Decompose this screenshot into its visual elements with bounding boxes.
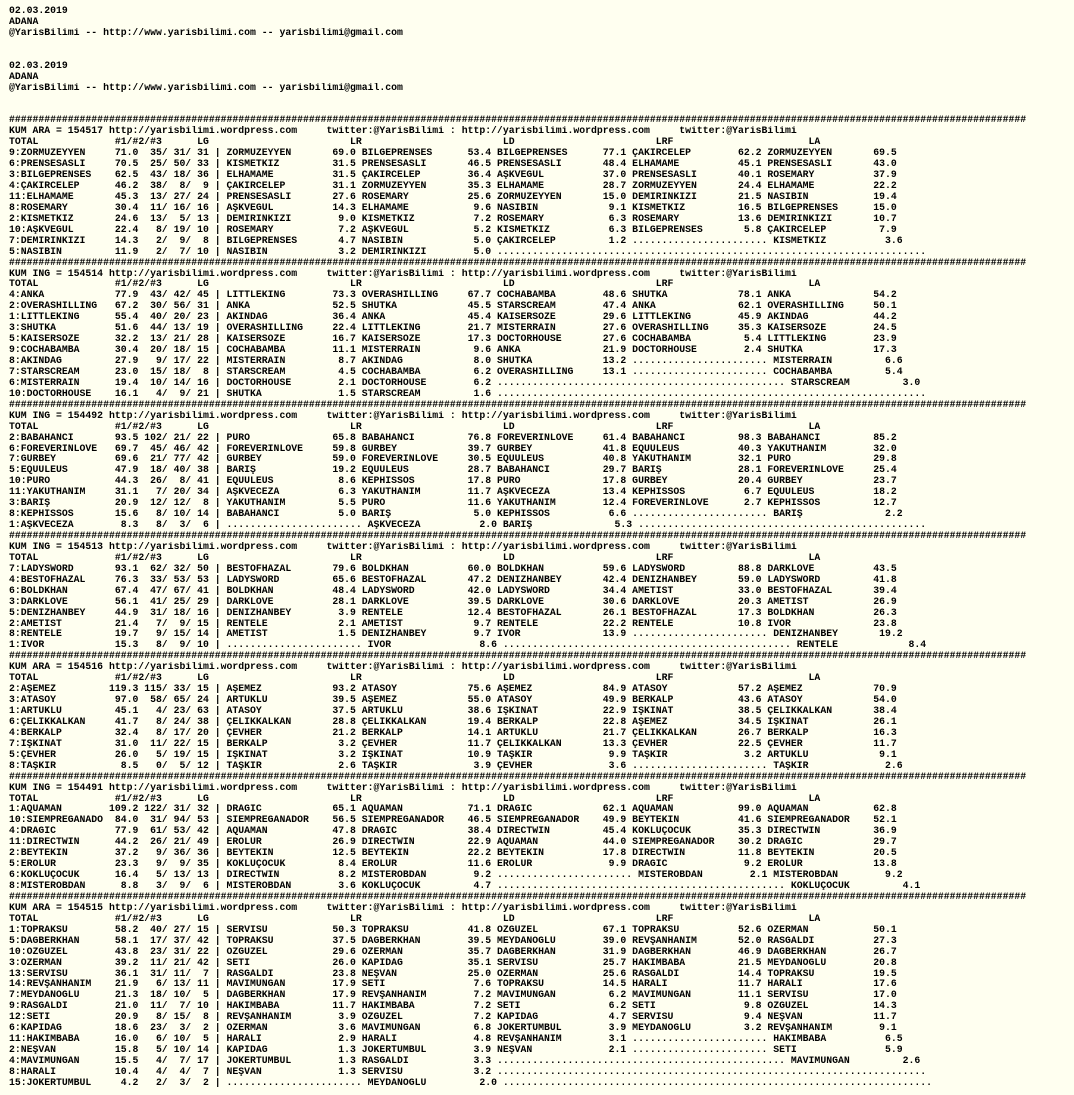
text-line: 8:MISTEROBDAN 8.8 3/ 9/ 6 | MISTEROBDAN 3.6 KOKLUÇOCUK 4.7 ................................................. KOKLUÇOCUK 4.1: [9, 881, 921, 891]
text-line: [9, 39, 1074, 50]
text-line: 9:RASGALDİ 21.0 11/ 7/ 10 | HAKİMBABA 11.7 HAKİMBABA 7.2 SETİ 6.2 SETİ 9.8 ÖZGÜZEL 14.3: [9, 1001, 897, 1012]
text-line: ADANA: [9, 71, 39, 82]
text-line: 5:KAISERSOZE 32.2 13/ 21/ 28 | KAISERSOZE 16.7 KAISERSOZE 17.3 DOCTORHOUSE 27.6 COCHABAMBA 5.4 LITTLEKING 23.9: [9, 334, 897, 345]
text-line: 4:DRAGIC 77.9 61/ 53/ 42 | AQUAMAN 47.8 DRAGIC 38.4 DIRECTWIN 45.4 KOKLUÇOCUK 35.3 DIRECTWIN 36.9: [9, 826, 897, 837]
text-line: 6:BOLDKHAN 67.4 47/ 67/ 41 | BOLDKHAN 48.4 LADYSWORD 42.0 LADYSWORD 34.4 AMETİST 33.0 BESTOFHAZAL 39.4: [9, 585, 897, 596]
text-line: 2:KISMETKIZ 24.6 13/ 5/ 13 | DEMİRİNKIZI 9.0 KISMETKIZ 7.2 ROSEMARY 6.3 ROSEMARY 13.6 DEMİRİNKIZI 10.7: [9, 213, 897, 224]
text-line: 5:ÇEVHER 26.0 5/ 19/ 15 | IŞKINAT 3.2 IŞKINAT 10.9 TAŞKIR 9.9 TAŞKIR 3.2 ARTUKLU 9.1: [9, 749, 897, 760]
text-line: KUM ARA = 154517 http://yarisbilimi.wordpress.com twitter:@YarisBilimi : http://yarisbilimi.wordpress.com twitter:@YarisBilimi: [9, 126, 797, 137]
text-line: 7:LADYSWORD 93.1 62/ 32/ 50 | BESTOFHAZAL 79.6 BOLDKHAN 60.0 BOLDKHAN 59.6 LADYSWORD 88.8 DARKLOVE 43.5: [9, 563, 897, 574]
text-line: 9:COCHABAMBA 30.4 20/ 18/ 15 | COCHABAMBA 11.1 MISTERRAIN 9.6 ANKA 21.9 DOCTORHOUSE 2.4 SHUTKA 17.3: [9, 345, 897, 356]
text-line: 4:BESTOFHAZAL 76.3 33/ 53/ 53 | LADYSWORD 65.6 BESTOFHAZAL 47.2 DENİZHANBEY 42.4 DENİZHANBEY 59.0 LADYSWORD 41.8: [9, 574, 897, 585]
text-line: TOTAL #1/#2/#3 LG LR LD LRF LA: [9, 913, 821, 924]
text-line: 1:ARTUKLU 45.1 4/ 23/ 63 | ATASOY 37.5 ARTUKLU 38.6 IŞKINAT 22.9 IŞKINAT 38.5 ÇELİKKALKAN 38.4: [9, 706, 897, 716]
text-line: 11:YAKUTHANIM 31.1 7/ 20/ 34 | AŞKVECEZA 6.3 YAKUTHANIM 11.7 AŞKVECEZA 13.4 KEPHISSOS 6.7 EQUULEUS 18.2: [9, 487, 897, 498]
text-line: 2:AMETİST 21.4 7/ 9/ 15 | RENTELE 2.1 AMETİST 9.7 RENTELE 22.2 RENTELE 10.8 IVOR 23.8: [9, 618, 897, 629]
separator-line: #############################################################################################################################################################################: [9, 399, 1027, 410]
text-line: 5:DAĞBERKHAN 58.1 17/ 37/ 42 | TOPRAKSU 37.5 DAĞBERKHAN 39.5 MEYDANOĞLU 39.0 REVŞANHANIM 52.0 RASGALDİ 27.3: [9, 935, 897, 946]
text-line: 2:BABAHANCI 93.5 102/ 21/ 22 | PURO 65.8 BABAHANCI 76.8 FOREVERINLOVE 61.4 BABAHANCI 98.3 BABAHANCI 85.2: [9, 432, 897, 443]
text-line: 9:ZORMÜZEYYEN 71.0 35/ 31/ 31 | ZORMÜZEYYEN 69.0 BİLGEPRENSES 53.4 BİLGEPRENSES 77.1 ÇAKIRCELEP 62.2 ZORMÜZEYYEN 69.5: [9, 148, 897, 159]
text-line: 7:GURBEY 69.6 21/ 77/ 42 | GURBEY 59.0 FOREVERINLOVE 30.5 EQUULEUS 40.8 YAKUTHANIM 32.1 PURO 29.8: [9, 454, 897, 465]
text-line: 8:HARALI 10.4 4/ 4/ 7 | NEŞVAN 1.3 SERVİSU 3.2 .........................................................................: [9, 1066, 927, 1077]
text-line: 4:BERKALP 32.4 8/ 17/ 20 | ÇEVHER 21.2 BERKALP 14.1 ARTUKLU 21.7 ÇELİKKALKAN 26.7 BERKALP 16.3: [9, 727, 897, 738]
text-line: [9, 104, 1074, 115]
text-line: 3:ATASOY 97.0 58/ 65/ 24 | ARTUKLU 39.5 AŞEMEZ 55.0 ATASOY 49.9 BERKALP 43.6 ATASOY 54.0: [9, 695, 897, 706]
text-line: KUM ARA = 154515 http://yarisbilimi.wordpress.com twitter:@YarisBilimi : http://yarisbilimi.wordpress.com twitter:@YarisBilimi: [9, 902, 797, 913]
text-line: 11:HAKİMBABA 16.0 6/ 10/ 5 | HARALI 2.9 HARALI 4.8 REVŞANHANIM 3.1 ....................... HAKİMBABA 6.5: [9, 1034, 903, 1045]
text-line: 5:EQUULEUS 47.9 18/ 40/ 38 | BARIŞ 19.2 EQUULEUS 28.7 BABAHANCI 29.7 BARIŞ 28.1 FOREVERINLOVE 25.4: [9, 465, 897, 476]
text-line: 6:MISTERRAIN 19.4 10/ 14/ 16 | DOCTORHOUSE 2.1 DOCTORHOUSE 6.2 ................................................. STARSCREAM 3.0: [9, 377, 921, 388]
text-line: 10:PURO 44.3 26/ 8/ 41 | EQUULEUS 8.6 KEPHISSOS 17.8 PURO 17.8 GURBEY 20.4 GURBEY 23.7: [9, 476, 897, 487]
text-line: [9, 50, 1074, 61]
separator-line: #############################################################################################################################################################################: [9, 115, 1027, 126]
text-line: 4:ÇAKIRCELEP 46.2 38/ 8/ 9 | ÇAKIRCELEP 31.1 ZORMÜZEYYEN 35.3 ELHAMAME 28.7 ZORMÜZEYYEN 24.4 ELHAMAME 22.2: [9, 181, 897, 191]
text-line: 7:DEMİRİNKIZI 14.3 2/ 9/ 8 | BİLGEPRENSES 4.7 NASİBİN 5.0 ÇAKIRCELEP 1.2 ....................... KISMETKIZ 3.6: [9, 235, 903, 246]
text-line: 11:DIRECTWIN 44.2 26/ 21/ 49 | EROLUR 26.9 DIRECTWIN 22.9 AQUAMAN 44.0 SIEMPREGANADOR 30.2 DRAGIC 29.7: [9, 837, 897, 848]
text-line: 1:TOPRAKSU 58.2 40/ 27/ 15 | SERVİSU 50.3 TOPRAKSU 41.8 ÖZGÜZEL 67.1 TOPRAKSU 52.6 ÖZERMAN 50.1: [9, 924, 897, 935]
text-line: 15:JOKERTUMBUL 4.2 2/ 3/ 2 | ....................... MEYDANOĞLU 2.0 .........................................................................: [9, 1077, 933, 1088]
text-line: KUM İNG = 154492 http://yarisbilimi.wordpress.com twitter:@YarisBilimi : http://yarisbilimi.wordpress.com twitter:@YarisBilimi: [9, 410, 797, 421]
text-line: 8:KEPHISSOS 15.6 8/ 10/ 14 | BABAHANCI 5.0 BARIŞ 5.0 KEPHISSOS 6.6 ....................... BARIŞ 2.2: [9, 509, 903, 520]
text-line: 6:KOKLUÇOCUK 16.4 5/ 13/ 13 | DIRECTWIN 8.2 MISTEROBDAN 9.2 ....................... MISTEROBDAN 2.1 MISTEROBDAN 9.2: [9, 870, 903, 881]
text-line: KUM İNG = 154491 http://yarisbilimi.wordpress.com twitter:@YarisBilimi : http://yarisbilimi.wordpress.com twitter:@YarisBilimi: [9, 782, 797, 793]
text-line: TOTAL #1/#2/#3 LG LR LD LRF LA: [9, 673, 821, 684]
text-line: 11:ELHAMAME 45.3 13/ 27/ 24 | PRENSESASLI 27.6 ROSEMARY 25.6 ZORMÜZEYYEN 15.0 DEMİRİNKIZI 21.5 NASİBİN 19.4: [9, 191, 897, 202]
text-line: 7:MEYDANOĞLU 21.3 18/ 10/ 5 | DAĞBERKHAN 17.9 REVŞANHANIM 7.2 MAVİMUNGAN 6.2 MAVİMUNGAN 11.1 SERVİSU 17.0: [9, 990, 897, 1001]
text-line: 2:OVERASHILLING 67.2 30/ 56/ 31 | ANKA 52.5 SHUTKA 45.5 STARSCREAM 47.4 ANKA 62.1 OVERASHILLING 50.1: [9, 301, 897, 312]
text-line: 1:LITTLEKING 55.4 40/ 20/ 23 | AKINDAĞ 36.4 ANKA 45.4 KAISERSOZE 29.6 LITTLEKING 45.9 AKINDAĞ 44.2: [9, 312, 897, 323]
text-line: 6:PRENSESASLI 70.5 25/ 50/ 33 | KISMETKIZ 31.5 PRENSESASLI 46.5 PRENSESASLI 48.4 ELHAMAME 45.1 PRENSESASLI 43.0: [9, 159, 897, 170]
text-line: 3:ÖZERMAN 39.2 11/ 21/ 42 | SETİ 26.0 KAPIDAĞ 35.1 SERVİSU 25.7 HAKİMBABA 21.5 MEYDANOĞLU 20.8: [9, 957, 897, 968]
text-line: 3:DARKLOVE 56.1 41/ 25/ 29 | DARKLOVE 28.1 DARKLOVE 39.5 DARKLOVE 30.6 DARKLOVE 20.3 AMETİST 26.9: [9, 596, 897, 607]
text-line: 4:ANKA 77.9 43/ 42/ 45 | LITTLEKING 73.3 OVERASHILLING 67.7 COCHABAMBA 48.6 SHUTKA 78.1 ANKA 54.2: [9, 290, 897, 301]
text-line: @YarisBilimi -- http://www.yarisbilimi.com -- yarisbilimi@gmail.com: [9, 82, 403, 93]
text-line: 6:ÇELİKKALKAN 41.7 8/ 24/ 38 | ÇELİKKALKAN 28.8 ÇELİKKALKAN 19.4 BERKALP 22.8 AŞEMEZ 34.5 IŞKINAT 26.1: [9, 716, 897, 727]
text-line: 10:SIEMPREGANADO 84.0 31/ 94/ 53 | SIEMPREGANADOR 56.5 SIEMPREGANADOR 46.5 SIEMPREGANADOR 49.9 BEYTEKİN 41.6 SIEMPREGANADOR 52.1: [9, 815, 897, 826]
text-line: TOTAL #1/#2/#3 LG LR LD LRF LA: [9, 793, 821, 804]
text-line: 3:SHUTKA 51.6 44/ 13/ 19 | OVERASHILLING 22.4 LITTLEKING 21.7 MISTERRAIN 27.6 OVERASHILLING 35.3 KAISERSOZE 24.5: [9, 323, 897, 334]
text-line: 02.03.2019: [9, 60, 68, 71]
text-line: 8:TAŞKIR 8.5 0/ 5/ 12 | TAŞKIR 2.6 TAŞKIR 3.9 ÇEVHER 3.6 ....................... TAŞKIR 2.6: [9, 760, 903, 771]
text-line: 5:NASİBİN 11.9 2/ 7/ 10 | NASİBİN 3.2 DEMİRİNKIZI 5.0 .........................................................................: [9, 246, 927, 257]
text-line: 2:AŞEMEZ 119.3 115/ 33/ 15 | AŞEMEZ 93.2 ATASOY 75.6 AŞEMEZ 84.9 ATASOY 57.2 AŞEMEZ 70.9: [9, 684, 897, 695]
text-line: 10:ÖZGÜZEL 43.8 23/ 31/ 22 | ÖZGÜZEL 29.6 ÖZERMAN 35.7 DAĞBERKHAN 31.9 DAĞBERKHAN 46.9 DAĞBERKHAN 26.7: [9, 946, 897, 957]
text-line: TOTAL #1/#2/#3 LG LR LD LRF LA: [9, 552, 821, 563]
separator-line: #############################################################################################################################################################################: [9, 891, 1027, 902]
text-line: 1:IVOR 15.3 8/ 9/ 10 | ....................... IVOR 8.6 ................................................. RENTELE 8.4: [9, 640, 927, 651]
text-line: 8:AKINDAĞ 27.9 9/ 17/ 22 | MISTERRAIN 8.7 AKINDAĞ 8.0 SHUTKA 13.2 ....................... MISTERRAIN 6.6: [9, 356, 903, 366]
text-line: 8:ROSEMARY 30.4 11/ 16/ 16 | AŞKVEGÜL 14.3 ELHAMAME 9.6 NASİBİN 9.1 KISMETKIZ 16.5 BİLGEPRENSES 15.0: [9, 202, 897, 213]
text-line: ADANA: [9, 16, 39, 27]
separator-line: #############################################################################################################################################################################: [9, 257, 1027, 268]
text-line: KUM İNG = 154514 http://yarisbilimi.wordpress.com twitter:@YarisBilimi : http://yarisbilimi.wordpress.com twitter:@YarisBilimi: [9, 268, 797, 279]
text-line: KUM ARA = 154516 http://yarisbilimi.wordpress.com twitter:@YarisBilimi : http://yarisbilimi.wordpress.com twitter:@YarisBilimi: [9, 662, 797, 673]
text-line: 3:BARIŞ 20.9 12/ 12/ 8 | YAKUTHANIM 5.5 PURO 11.6 YAKUTHANIM 12.4 FOREVERINLOVE 2.7 KEPHISSOS 12.7: [9, 498, 897, 509]
text-line: TOTAL #1/#2/#3 LG LR LD LRF LA: [9, 137, 821, 148]
text-line: 10:AŞKVEGÜL 22.4 8/ 19/ 10 | ROSEMARY 7.2 AŞKVEGÜL 5.2 KISMETKIZ 6.3 BİLGEPRENSES 5.8 ÇAKIRCELEP 7.9: [9, 224, 897, 235]
separator-line: #############################################################################################################################################################################: [9, 771, 1027, 782]
text-line: 4:MAVİMUNGAN 15.5 4/ 7/ 17 | JOKERTUMBUL 1.3 RASGALDİ 3.3 ................................................. MAVİMUNGAN 2.6: [9, 1056, 921, 1066]
text-line: 6:FOREVERINLOVE 69.7 45/ 46/ 42 | FOREVERINLOVE 59.8 GURBEY 39.7 GURBEY 41.8 EQUULEUS 40.3 YAKUTHANIM 32.0: [9, 443, 897, 454]
text-line: 2:NEŞVAN 15.8 5/ 10/ 14 | KAPIDAĞ 1.3 JOKERTUMBUL 3.9 NEŞVAN 2.1 ....................... SETİ 5.9: [9, 1045, 903, 1056]
text-line: 5:DENİZHANBEY 44.9 31/ 18/ 16 | DENİZHANBEY 3.9 RENTELE 12.4 BESTOFHAZAL 26.1 BESTOFHAZAL 17.3 BOLDKHAN 26.3: [9, 607, 897, 618]
text-line: @YarisBilimi -- http://www.yarisbilimi.com -- yarisbilimi@gmail.com: [9, 27, 403, 38]
text-line: 8:RENTELE 19.7 9/ 15/ 14 | AMETİST 1.5 DENİZHANBEY 9.7 IVOR 13.9 ....................... DENİZHANBEY 19.2: [9, 629, 903, 640]
text-line: 7:STARSCREAM 23.0 15/ 18/ 8 | STARSCREAM 4.5 COCHABAMBA 6.2 OVERASHILLING 13.1 ....................... COCHABAMBA 5.4: [9, 366, 903, 377]
separator-line: #############################################################################################################################################################################: [9, 651, 1027, 662]
text-line: 02.03.2019: [9, 6, 68, 16]
text-line: TOTAL #1/#2/#3 LG LR LD LRF LA: [9, 421, 821, 432]
text-line: 10:DOCTORHOUSE 16.1 4/ 9/ 21 | SHUTKA 1.5 STARSCREAM 1.6 .........................................................................: [9, 388, 927, 399]
text-line: KUM İNG = 154513 http://yarisbilimi.wordpress.com twitter:@YarisBilimi : http://yarisbilimi.wordpress.com twitter:@YarisBilimi: [9, 541, 797, 552]
text-line: TOTAL #1/#2/#3 LG LR LD LRF LA: [9, 279, 821, 290]
text-line: 1:AŞKVECEZA 8.3 8/ 3/ 6 | ....................... AŞKVECEZA 2.0 BARIŞ 5.3 .................................................: [9, 520, 927, 531]
separator-line: #############################################################################################################################################################################: [9, 531, 1027, 541]
text-line: 13:SERVİSU 36.1 31/ 11/ 7 | RASGALDİ 23.8 NEŞVAN 25.0 ÖZERMAN 25.6 RASGALDİ 14.4 TOPRAKSU 19.5: [9, 968, 897, 979]
text-line: 12:SETİ 20.9 8/ 15/ 8 | REVŞANHANIM 3.9 ÖZGÜZEL 7.2 KAPIDAĞ 4.7 SERVİSU 9.4 NEŞVAN 11.7: [9, 1012, 897, 1023]
text-line: 1:AQUAMAN 109.2 122/ 31/ 32 | DRAGIC 65.1 AQUAMAN 71.1 DRAGIC 62.1 AQUAMAN 99.0 AQUAMAN 62.8: [9, 804, 897, 815]
text-line: 14:REVŞANHANIM 21.9 6/ 13/ 11 | MAVİMUNGAN 17.9 SETİ 7.6 TOPRAKSU 14.5 HARALI 11.7 HARALI 17.6: [9, 979, 897, 990]
text-line: 6:KAPIDAĞ 18.6 23/ 3/ 2 | ÖZERMAN 3.6 MAVİMUNGAN 6.8 JOKERTUMBUL 3.9 MEYDANOĞLU 3.2 REVŞANHANIM 9.1: [9, 1023, 897, 1034]
text-line: 3:BİLGEPRENSES 62.5 43/ 18/ 36 | ELHAMAME 31.5 ÇAKIRCELEP 36.4 AŞKVEGÜL 37.0 PRENSESASLI 40.1 ROSEMARY 37.9: [9, 170, 897, 181]
text-line: 5:EROLUR 23.3 9/ 9/ 35 | KOKLUÇOCUK 8.4 EROLUR 11.6 EROLUR 9.9 DRAGIC 9.2 EROLUR 13.8: [9, 859, 897, 870]
text-line: 7:IŞKINAT 31.0 11/ 22/ 15 | BERKALP 3.2 ÇEVHER 11.7 ÇELİKKALKAN 13.3 ÇEVHER 22.5 ÇEVHER 11.7: [9, 738, 897, 749]
text-line: [9, 94, 1074, 105]
text-line: 2:BEYTEKİN 37.2 9/ 36/ 36 | BEYTEKİN 12.5 BEYTEKİN 22.2 BEYTEKİN 17.8 DIRECTWIN 11.8 BEYTEKİN 20.5: [9, 848, 897, 859]
